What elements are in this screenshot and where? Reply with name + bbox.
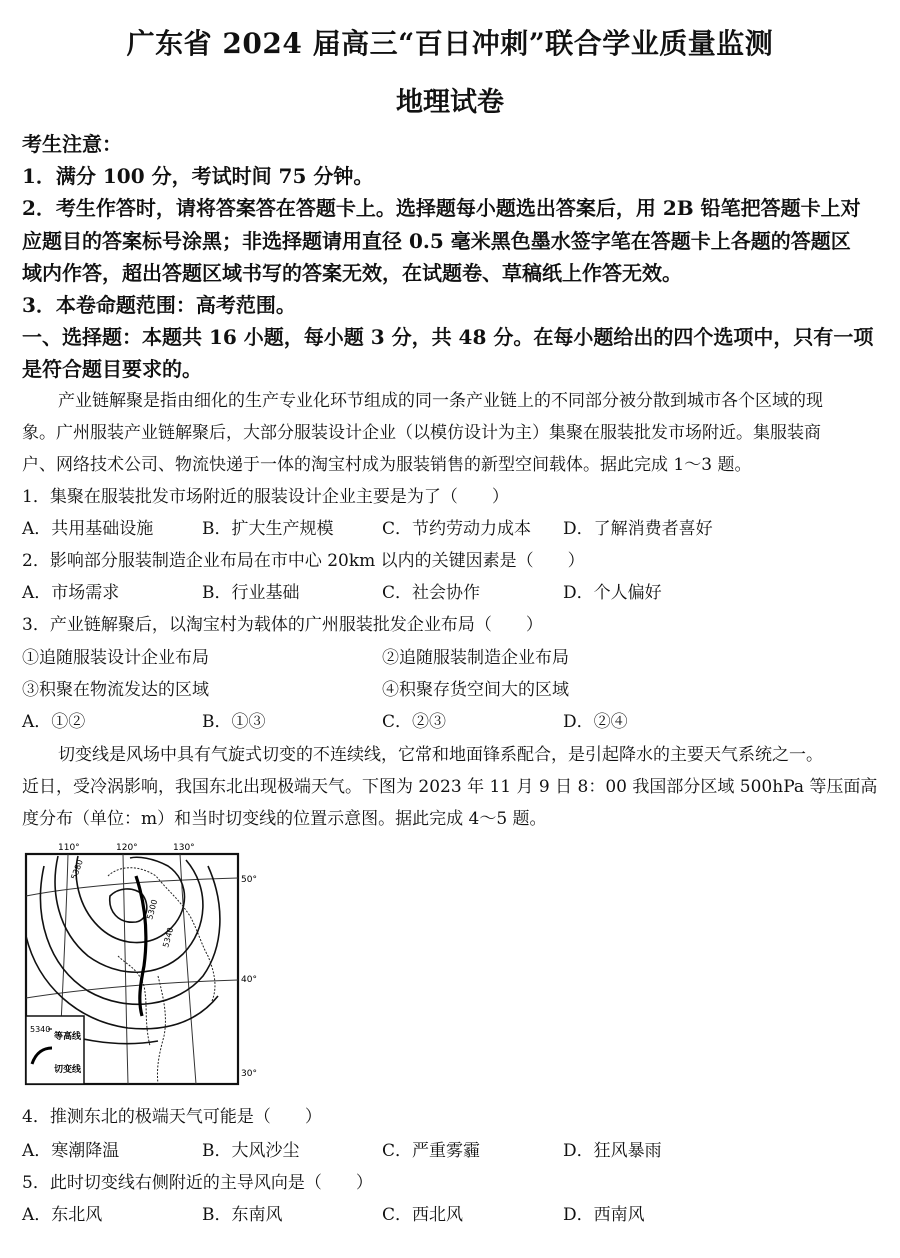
passage-2-line-2: 近日，受冷涡影响，我国东北出现极端天气。下图为 2023 年 11 月 9 日 8：00 我国部分区域 500hPa 等压面高	[22, 777, 878, 797]
question-1-option-b: B．扩大生产规模	[202, 519, 334, 539]
question-3-option-c: C．②③	[382, 712, 447, 732]
question-3-statement-1: ①追随服装设计企业布局	[22, 648, 209, 668]
map-lat-label-30: 30°	[241, 1069, 257, 1079]
question-4-stem: 4．推测东北的极端天气可能是（ ）	[22, 1107, 322, 1127]
map-lon-label-120: 120°	[116, 843, 138, 853]
map-lon-label-130: 130°	[173, 843, 195, 853]
notice-item-2-line-1: 2．考生作答时，请将答案答在答题卡上。选择题每小题选出答案后，用 2B 铅笔把答题卡上对	[22, 196, 861, 220]
notice-item-3: 3．本卷命题范围：高考范围。	[22, 293, 296, 317]
question-4-option-c: C．严重雾霾	[382, 1141, 481, 1161]
question-3-statement-3: ③积聚在物流发达的区域	[22, 680, 209, 700]
section-heading-line-2: 是符合题目要求的。	[22, 357, 202, 381]
question-2-stem: 2．影响部分服装制造企业布局在市中心 20km 以内的关键因素是（ ）	[22, 551, 585, 571]
exam-subtitle: 地理试卷	[396, 87, 504, 118]
question-2-option-b: B．行业基础	[202, 583, 300, 603]
map-contour-label-5380: 5380	[69, 858, 85, 881]
question-5-option-c: C．西北风	[382, 1205, 464, 1225]
notice-item-2-line-2: 应题目的答案标号涂黑；非选择题请用直径 0.5 毫米黑色墨水签字笔在答题卡上各题的答题区	[22, 229, 851, 253]
passage-1-line-1: 产业链解聚是指由细化的生产专业化环节组成的同一条产业链上的不同部分被分散到城市各个区域的现	[58, 391, 823, 411]
question-2-option-d: D．个人偏好	[563, 583, 662, 603]
question-3-statement-4: ④积聚存货空间大的区域	[382, 680, 569, 700]
map-lat-label-40: 40°	[241, 975, 257, 985]
section-heading-line-1: 一、选择题：本题共 16 小题，每小题 3 分，共 48 分。在每小题给出的四个选项中，只有一项	[22, 325, 874, 349]
question-5-option-b: B．东南风	[202, 1205, 283, 1225]
question-3-statement-2: ②追随服装制造企业布局	[382, 648, 569, 668]
map-legend-contour-label: 等高线	[54, 1032, 82, 1042]
passage-2-line-1: 切变线是风场中具有气旋式切变的不连续线，它常和地面锋系配合，是引起降水的主要天气系统之一。	[58, 745, 823, 765]
map-legend-shear-label: 切变线	[54, 1065, 82, 1075]
question-1-option-a: A．共用基础设施	[22, 519, 154, 539]
question-2-option-c: C．社会协作	[382, 583, 481, 603]
map-lat-label-50: 50°	[241, 875, 257, 885]
question-5-option-a: A．东北风	[22, 1205, 103, 1225]
notice-item-1: 1．满分 100 分，考试时间 75 分钟。	[22, 164, 374, 188]
passage-1-line-3: 户、网络技术公司、物流快递于一体的淘宝村成为服装销售的新型空间载体。据此完成 1～3 题。	[22, 455, 752, 475]
map-lon-label-110: 110°	[58, 843, 80, 853]
question-1-option-d: D．了解消费者喜好	[563, 519, 713, 539]
question-3-stem: 3．产业链解聚后，以淘宝村为载体的广州服装批发企业布局（ ）	[22, 615, 543, 635]
passage-1-line-2: 象。广州服装产业链解聚后，大部分服装设计企业（以模仿设计为主）集聚在服装批发市场附近。集服装商	[22, 423, 821, 443]
map-contour-label-5300: 5300	[145, 898, 160, 921]
question-5-option-d: D．西南风	[563, 1205, 645, 1225]
question-1-option-c: C．节约劳动力成本	[382, 519, 532, 539]
map-contour-label-5340: 5340	[161, 926, 176, 949]
exam-title: 广东省 2024 届高三“百日冲刺”联合学业质量监测	[126, 27, 774, 60]
passage-2-line-3: 度分布（单位：m）和当时切变线的位置示意图。据此完成 4～5 题。	[22, 809, 547, 829]
question-3-option-a: A．①②	[22, 712, 86, 732]
notice-item-2-line-3: 域内作答，超出答题区域书写的答案无效，在试题卷、草稿纸上作答无效。	[22, 261, 682, 285]
weather-map-figure	[18, 836, 268, 1092]
question-3-option-d: D．②④	[563, 712, 628, 732]
map-legend-contour-value: 5340	[30, 1025, 51, 1034]
question-3-option-b: B．①③	[202, 712, 266, 732]
question-1-stem: 1．集聚在服装批发市场附近的服装设计企业主要是为了（ ）	[22, 487, 509, 507]
question-4-option-b: B．大风沙尘	[202, 1141, 300, 1161]
notice-heading: 考生注意：	[22, 132, 122, 156]
question-5-stem: 5．此时切变线右侧附近的主导风向是（ ）	[22, 1173, 373, 1193]
question-4-option-a: A．寒潮降温	[22, 1141, 120, 1161]
question-2-option-a: A．市场需求	[22, 583, 120, 603]
question-4-option-d: D．狂风暴雨	[563, 1141, 662, 1161]
